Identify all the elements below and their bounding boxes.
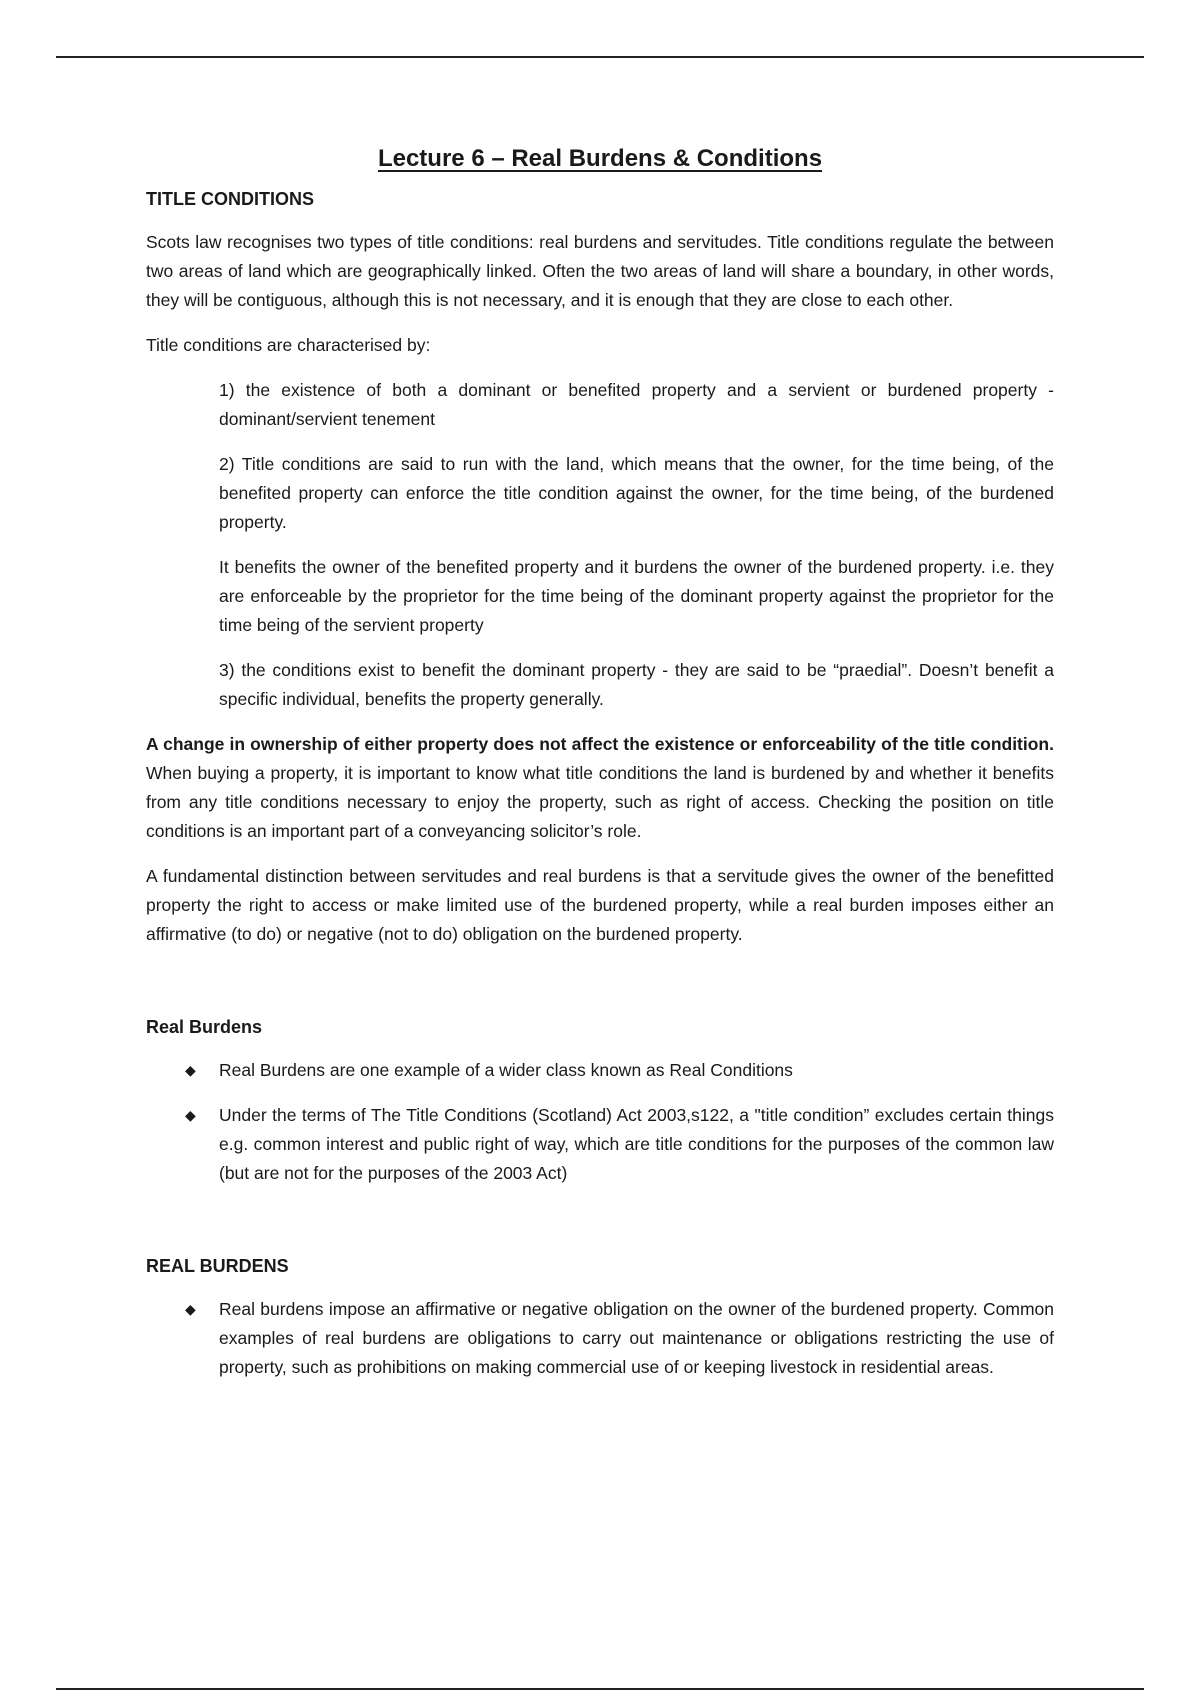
change-ownership-rest: When buying a property, it is important to know what title conditions the land is burdened by and whether it benefits from any title conditions necessary to enjoy the property, such as right of access. Checking the position on title conditions is an important part of a conveyancing solicitor’s role.: [146, 763, 1054, 841]
characteristic-item: 2) Title conditions are said to run with the land, which means that the owner, for the time being, of the benefited property can enforce the title condition against the owner, for the time being, of the burdened property.: [219, 454, 1054, 532]
characterised-paragraph: Title conditions are characterised by:: [146, 335, 431, 355]
change-ownership-paragraph: [146, 730, 1054, 846]
bullet-icon: ◆: [185, 1301, 196, 1317]
section-heading-title-conditions: TITLE CONDITIONS: [146, 189, 314, 209]
real-burdens-list: [146, 1056, 1054, 1188]
document-page: [146, 145, 1054, 1398]
characteristic-item: 3) the conditions exist to benefit the dominant property - they are said to be “praedial”. Doesn’t benefit a specific individual, benefits the property generally.: [219, 660, 1054, 709]
page-title: Lecture 6 – Real Burdens & Conditions: [377, 145, 823, 172]
intro-paragraph: Scots law recognises two types of title conditions: real burdens and servitudes. Title conditions regulate the between two areas of land which are geographically linked. Often the two areas of land will share a boundary, in other words, they will be contiguous, although this is not necessary, and it is enough that they are close to each other.: [146, 232, 1054, 310]
bottom-rule: [56, 1688, 1144, 1690]
section-heading-real-burdens: Real Burdens: [146, 1017, 263, 1037]
list-item: ◆ Under the terms of The Title Conditions (Scotland) Act 2003,s122, a "title condition” excludes certain things e.g. common interest and public right of way, which are title conditions for the purposes of the common law (but are not for the purposes of the 2003 Act): [146, 1101, 1054, 1188]
top-rule: [56, 56, 1144, 58]
characteristic-item: 1) the existence of both a dominant or benefited property and a servient or burdened property - dominant/servient tenement: [219, 380, 1054, 429]
bullet-icon: ◆: [185, 1062, 196, 1078]
list-item: ◆ Real Burdens are one example of a wider class known as Real Conditions: [146, 1056, 1054, 1085]
distinction-paragraph: A fundamental distinction between servitudes and real burdens is that a servitude gives the owner of the benefitted property the right to access or make limited use of the burdened property, while a real burden imposes either an affirmative (to do) or negative (not to do) obligation on the burdened property.: [146, 866, 1054, 944]
characteristic-item: It benefits the owner of the benefited property and it burdens the owner of the burdened property. i.e. they are enforceable by the proprietor for the time being of the dominant property against the proprietor for the time being of the servient property: [219, 557, 1054, 635]
bullet-icon: ◆: [185, 1107, 196, 1123]
real-burdens-obligations-list: [146, 1295, 1054, 1382]
change-ownership-bold: A change in ownership of either property does not affect the existence or enforceability of the title condition.: [146, 734, 1054, 754]
section-heading-real-burdens-caps: REAL BURDENS: [146, 1256, 289, 1276]
list-item: ◆ Real burdens impose an affirmative or negative obligation on the owner of the burdened property. Common examples of real burdens are obligations to carry out maintenance or obligations restricting the use of property, such as prohibitions on making commercial use of or keeping livestock in residential areas.: [146, 1295, 1054, 1382]
